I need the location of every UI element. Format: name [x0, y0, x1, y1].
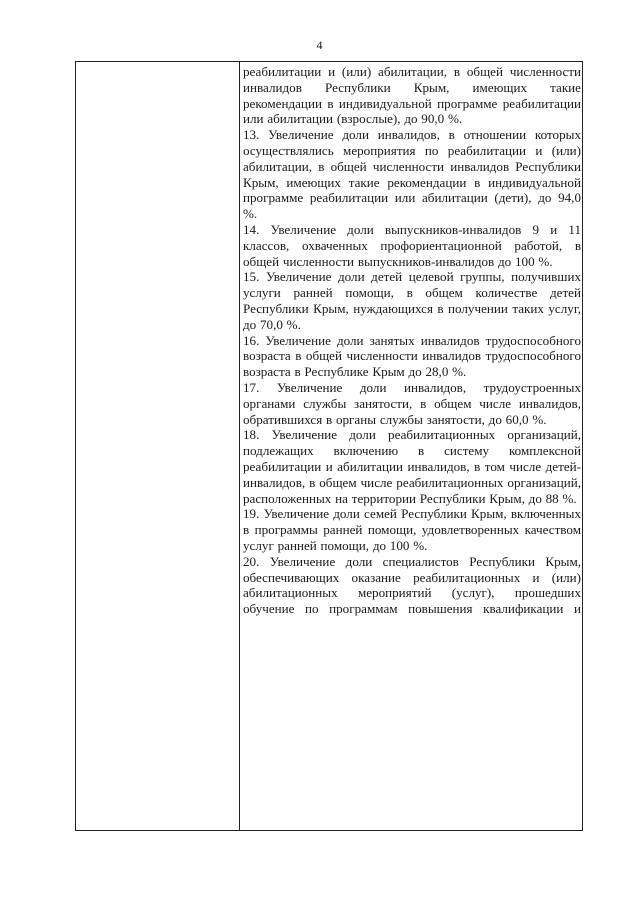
- paragraph-item-17: 17. Увеличение доли инвалидов, трудоустроенных органами службы занятости, в общем числе инвалидов, обратившихся в органы службы занятости, до 60,0 %.: [243, 379, 581, 427]
- paragraph-item-19: 19. Увеличение доли семей Республики Крым, включенных в программы ранней помощи, удовлетворенных качеством услуг ранней помощи, до 100 %.: [243, 506, 581, 553]
- column-divider: [239, 62, 240, 830]
- paragraph-item-14: 14. Увеличение доли выпускников-инвалидов 9 и 11 классов, охваченных профориентационной работой, в общей численности выпускников-инвалидов до 100 %.: [243, 221, 581, 269]
- paragraph-continuation: реабилитации и (или) абилитации, в общей численности инвалидов Республики Крым, имеющих такие рекомендации в индивидуальной программе реабилитации или абилитации (взрослые), до 90,0 %.: [243, 64, 581, 127]
- content-table: [75, 61, 583, 831]
- paragraph-item-16: 16. Увеличение доли занятых инвалидов трудоспособного возраста в общей численности инвалидов трудоспособного возраста в Республике Крым до 28,0 %.: [243, 332, 581, 380]
- paragraph-item-13: 13. Увеличение доли инвалидов, в отношении которых осуществлялись мероприятия по реабилитации и (или) абилитации, в общей численности инвалидов Республики Крым, имеющих такие рекомендации в индивидуальной программе реабилитации или абилитации (дети), до 94,0 %.: [243, 127, 581, 222]
- paragraph-item-15: 15. Увеличение доли детей целевой группы, получивших услуги ранней помощи, в общем количестве детей Республики Крым, нуждающихся в получении таких услуг, до 70,0 %.: [243, 269, 581, 332]
- page-number: 4: [316, 38, 323, 52]
- targets-cell: [243, 64, 581, 617]
- paragraph-item-18: 18. Увеличение доли реабилитационных организаций, подлежащих включению в систему комплексной реабилитации и абилитации инвалидов, в том числе детей-инвалидов, в общем числе реабилитационных организаций, расположенных на территории Республики Крым, до 88 %.: [243, 427, 581, 506]
- paragraph-item-20: 20. Увеличение доли специалистов Республики Крым, обеспечивающих оказание реабилитационных и (или) абилитационных мероприятий (услуг), прошедших обучение по программам повышения квалификации и: [243, 553, 581, 617]
